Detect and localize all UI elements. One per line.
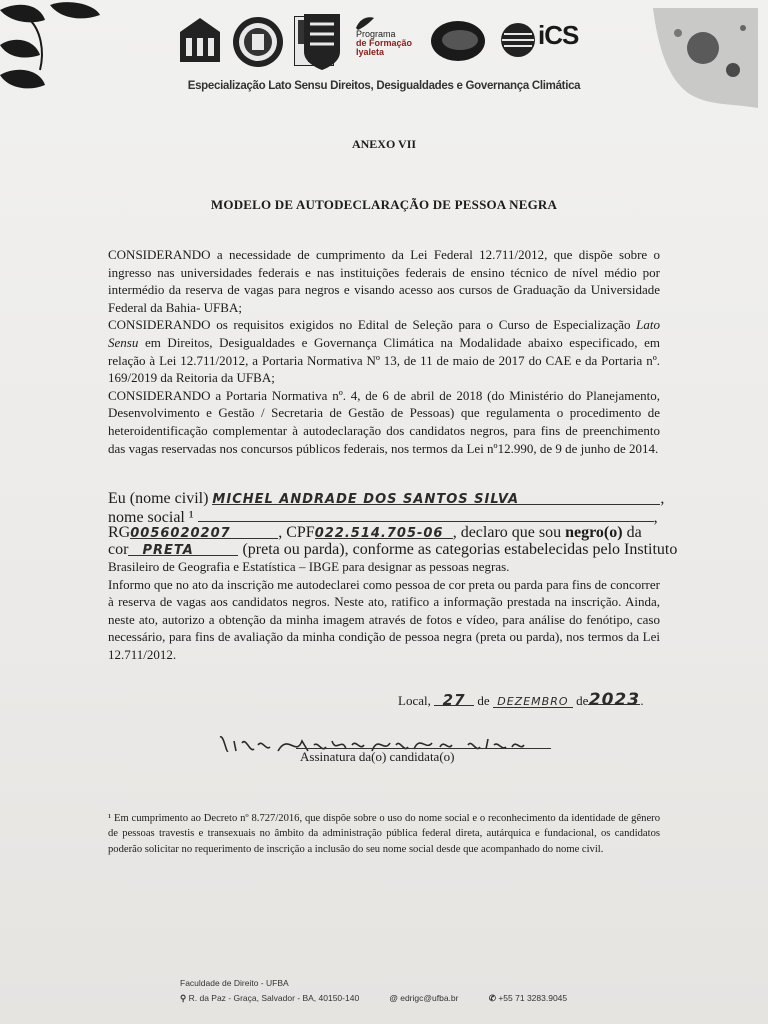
cpf-value: 022.514.705-06 [314, 526, 444, 541]
cor-field[interactable] [128, 541, 238, 556]
cpf-label: , CPF [278, 524, 315, 541]
social-name-label: nome social ¹ [108, 509, 194, 526]
year-value: 2023 [588, 690, 641, 710]
rg-value: 0056020207 [130, 526, 231, 541]
social-name-field[interactable] [198, 507, 654, 522]
cor-rest-text: (preta ou parda), conforme as categorias estabelecidas pelo Instituto [238, 541, 678, 558]
striped-globe-icon [500, 22, 536, 58]
ufba-crest-icon [178, 18, 222, 64]
footer-email[interactable] [390, 993, 473, 1003]
civil-name-field[interactable] [212, 490, 660, 505]
consideration-1: CONSIDERANDO a necessidade de cumprimento da Lei Federal 12.711/2012, que dispõe sobre o ingresso nas universidades federais e nas instituições federais de ensino técnico de nível médio por intermédio da reserva de vagas para negros e visando acesso aos cursos de Graduação da Universidade Federal da Bahia- UFBA; [108, 247, 660, 315]
month-value: DEZEMBRO [497, 695, 569, 708]
day-field[interactable] [434, 691, 474, 709]
ibge-line: Brasileiro de Geografia e Estatística – IBGE para designar as pessoas negras. [108, 559, 510, 574]
course-subtitle: Especialização Lato Sensu Direitos, Desigualdades e Governança Climática [187, 80, 581, 92]
local-label: Local, [398, 693, 431, 708]
year-field[interactable] [588, 690, 641, 710]
phone-icon: ✆ [488, 993, 496, 1003]
civil-name-row: Eu (nome civil) MICHEL ANDRADE DOS SANTOS SILVA , [108, 490, 665, 507]
considerations-text [108, 246, 660, 457]
footer-contacts [180, 993, 595, 1004]
consideration-3: CONSIDERANDO a Portaria Normativa nº. 4, de 6 de abril de 2018 (do Ministério do Planejamento, Desenvolvimento e Gestão / Secretaria de Gestão de Pessoas) que regulamenta o procedimento de heteroidentificação complementar à autodeclaração dos candidatos negros, para fins de preenchimento das vagas reservadas nos concursos públicos federais, nos termos da Lei nº12.990, de 9 de junho de 2014. [108, 387, 660, 456]
signature-label: Assinatura da(o) candidata(o) [300, 749, 455, 764]
social-name-row: nome social ¹ , [108, 509, 658, 526]
month-field[interactable] [493, 693, 573, 708]
lato-sensu-italic: Lato Sensu [108, 317, 660, 350]
consideration-2 [108, 316, 660, 386]
rg-label: RG [108, 524, 131, 541]
consideration-2-start: CONSIDERANDO os requisitos exigidos no Edital de Seleção para o Curso de Especialização [108, 317, 637, 333]
cpf-field[interactable] [315, 524, 453, 539]
footer-address-text: R. da Paz - Graça, Salvador - BA, 40150-140 [188, 993, 360, 1003]
footer-address [180, 993, 373, 1004]
footer-institution: Faculdade de Direito - UFBA [180, 978, 289, 988]
location-pin-icon: ⚲ [180, 993, 187, 1003]
annex-title: ANEXO VII [351, 137, 417, 151]
footer-email-text: edrigc@ufba.br [400, 993, 459, 1003]
footer-phone[interactable] [489, 993, 581, 1004]
cor-value: PRETA [142, 543, 194, 558]
day-value: 27 [442, 691, 466, 709]
document-title: MODELO DE AUTODECLARAÇÃO DE PESSOA NEGRA [210, 197, 558, 212]
round-partner-logo-icon [430, 20, 486, 62]
rg-cpf-row [108, 524, 642, 541]
negro-label: negro(o) [565, 524, 623, 541]
partner-logos [170, 12, 600, 72]
programa-line-1: Programa [356, 29, 396, 39]
cor-row [108, 541, 677, 558]
declaration-text [108, 558, 660, 664]
date-line [398, 690, 644, 709]
da-text: da [622, 524, 642, 541]
programa-line-2: de Formação [356, 38, 413, 48]
declare-text: , declaro que sou [452, 524, 566, 541]
de-text-2: de [576, 693, 589, 708]
cor-label: cor [108, 541, 129, 558]
civil-name-value: MICHEL ANDRADE DOS SANTOS SILVA [212, 492, 520, 507]
de-text-1: de [477, 693, 490, 708]
civil-name-label: Eu (nome civil) [108, 490, 209, 507]
programa-logo [356, 30, 412, 57]
programa-line-3: Iyaleta [356, 47, 385, 57]
date-end: . [640, 693, 644, 708]
consideration-2-end: em Direitos, Desigualdades e Governança Climática na Modalidade abaixo especificado, em relação à Lei 12.711/2012, a Portaria Normativa Nº 13, de 11 de maio de 2017 do CAE e da Portaria nº. 169/2019 da Reitoria da UFBA; [108, 334, 660, 386]
ufba-tower-icon [300, 12, 344, 72]
rg-field[interactable] [130, 524, 278, 539]
ics-logo: iCS [538, 20, 579, 50]
info-paragraph: Informo que no ato da inscrição me autodeclarei como pessoa de cor preta ou parda para fins de concorrer à reserva de vagas aos candidatos negros. Neste ato, ratifico a informação prestada na inscrição. Ainda, neste ato, autorizo a obtenção da minha imagem através de fotos e vídeo, para análise do fenótipo, caso necessário, para fins de avaliação da minha condição de pessoa negra (preta ou parda), nos termos da Lei 12.711/2012. [108, 576, 660, 662]
footer-phone-text: +55 71 3283.9045 [498, 993, 568, 1003]
footnote: ¹ Em cumprimento ao Decreto nº 8.727/2016, que dispõe sobre o uso do nome social e o reconhecimento da identidade de gênero de pessoas travestis e transexuais no âmbito da administração pública federal direta, autárquica e fundacional, os candidatos poderão solicitar no requerimento de inscrição a inclusão do seu nome social desde que acompanhado do nome civil. [108, 813, 660, 855]
abstract-decoration-icon [648, 8, 758, 108]
at-icon: @ [389, 993, 398, 1003]
faculty-seal-icon [232, 16, 284, 68]
